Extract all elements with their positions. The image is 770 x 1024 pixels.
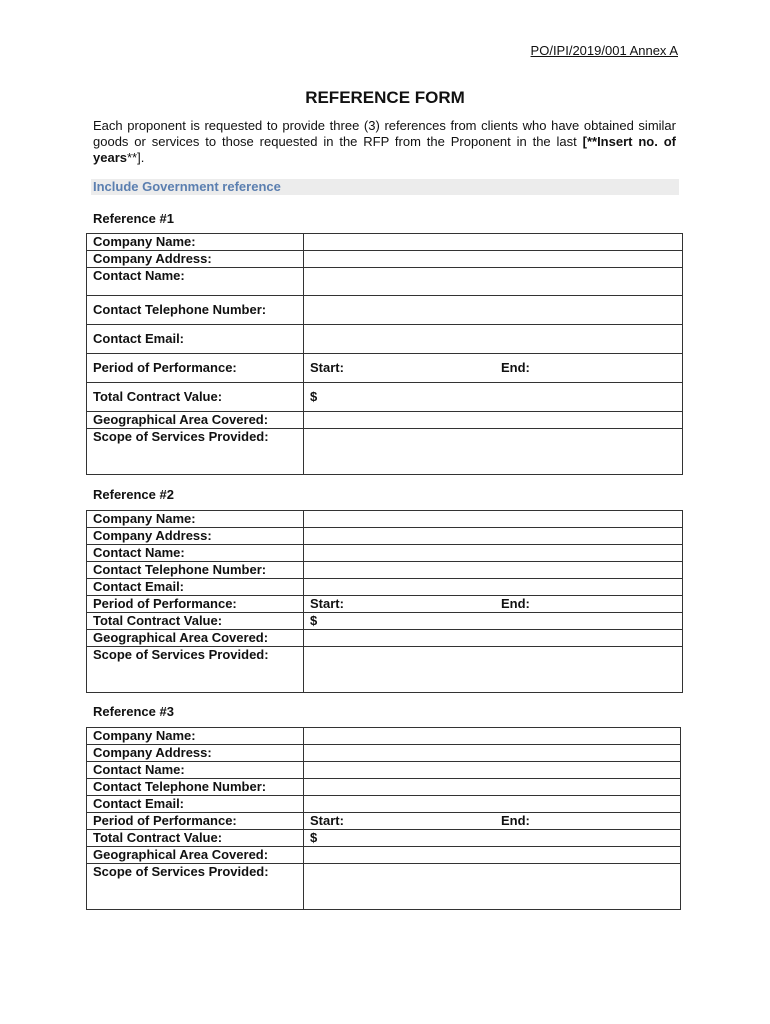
contact-email-field[interactable] [304,579,683,596]
table-row [87,296,683,325]
table-row [87,596,683,613]
table-row [87,383,683,412]
company-name-field[interactable] [304,728,681,745]
scope-field[interactable] [304,429,683,475]
contact-email-label: Contact Email: [87,796,304,813]
contact-phone-field[interactable] [304,779,681,796]
contact-email-field[interactable] [304,796,681,813]
reference-3-title: Reference #3 [93,704,174,719]
company-name-field[interactable] [304,234,683,251]
company-name-label: Company Name: [87,728,304,745]
company-name-label: Company Name: [87,234,304,251]
geographical-area-field[interactable] [304,630,683,647]
contact-phone-label: Contact Telephone Number: [87,779,304,796]
period-field[interactable] [304,596,683,613]
table-row [87,728,681,745]
contract-value-label: Total Contract Value: [87,830,304,847]
end-label: End: [501,360,530,375]
period-label: Period of Performance: [87,596,304,613]
currency-symbol: $ [310,830,318,845]
table-row [87,268,683,296]
company-address-field[interactable] [304,528,683,545]
contract-value-field[interactable] [304,383,683,412]
company-name-field[interactable] [304,511,683,528]
table-row [87,779,681,796]
government-reference-note: Include Government reference [91,179,679,195]
scope-field[interactable] [304,647,683,693]
intro-text: Each proponent is requested to provide three (3) references from clients who have obtained similar goods or services to those requested in the RFP from the Proponent in the last [93,118,676,149]
end-label: End: [501,813,530,828]
contact-name-label: Contact Name: [87,268,304,296]
table-row [87,412,683,429]
table-row [87,613,683,630]
annex-header: PO/IPI/2019/001 Annex A [530,43,678,58]
scope-label: Scope of Services Provided: [87,429,304,475]
contact-phone-field[interactable] [304,296,683,325]
period-field[interactable] [304,813,681,830]
start-label: Start: [310,360,344,375]
contact-name-field[interactable] [304,545,683,562]
geographical-area-label: Geographical Area Covered: [87,630,304,647]
table-row [87,813,681,830]
currency-symbol: $ [310,389,318,404]
intro-bold: [**Insert no. of years [93,134,676,165]
company-address-label: Company Address: [87,528,304,545]
table-row [87,511,683,528]
reference-2-table [86,510,683,693]
table-row [87,234,683,251]
contact-phone-field[interactable] [304,562,683,579]
contact-email-label: Contact Email: [87,579,304,596]
company-address-field[interactable] [304,251,683,268]
table-row [87,647,683,693]
company-name-label: Company Name: [87,511,304,528]
period-label: Period of Performance: [87,354,304,383]
table-row [87,562,683,579]
table-row [87,251,683,268]
scope-label: Scope of Services Provided: [87,864,304,910]
geographical-area-label: Geographical Area Covered: [87,412,304,429]
table-row [87,325,683,354]
contact-name-label: Contact Name: [87,762,304,779]
contact-phone-label: Contact Telephone Number: [87,296,304,325]
reference-2-title: Reference #2 [93,487,174,502]
period-label: Period of Performance: [87,813,304,830]
company-address-label: Company Address: [87,251,304,268]
table-row [87,579,683,596]
scope-field[interactable] [304,864,681,910]
scope-label: Scope of Services Provided: [87,647,304,693]
contact-name-label: Contact Name: [87,545,304,562]
contract-value-label: Total Contract Value: [87,613,304,630]
contact-phone-label: Contact Telephone Number: [87,562,304,579]
page-title: REFERENCE FORM [305,88,465,107]
geographical-area-label: Geographical Area Covered: [87,847,304,864]
table-row [87,762,681,779]
geographical-area-field[interactable] [304,412,683,429]
contact-name-field[interactable] [304,762,681,779]
company-address-label: Company Address: [87,745,304,762]
company-address-field[interactable] [304,745,681,762]
table-row [87,830,681,847]
period-field[interactable] [304,354,683,383]
reference-1-table [86,233,683,475]
start-label: Start: [310,596,344,611]
table-row [87,745,681,762]
contact-name-field[interactable] [304,268,683,296]
table-row [87,429,683,475]
contract-value-field[interactable] [304,613,683,630]
reference-1-title: Reference #1 [93,211,174,226]
table-row [87,630,683,647]
intro-paragraph [93,118,676,166]
end-label: End: [501,596,530,611]
geographical-area-field[interactable] [304,847,681,864]
contact-email-label: Contact Email: [87,325,304,354]
table-row [87,545,683,562]
table-row [87,528,683,545]
intro-end: **]. [126,150,145,165]
contact-email-field[interactable] [304,325,683,354]
start-label: Start: [310,813,344,828]
contract-value-label: Total Contract Value: [87,383,304,412]
table-row [87,847,681,864]
reference-3-table [86,727,681,910]
table-row [87,354,683,383]
currency-symbol: $ [310,613,318,628]
contract-value-field[interactable] [304,830,681,847]
table-row [87,864,681,910]
table-row [87,796,681,813]
